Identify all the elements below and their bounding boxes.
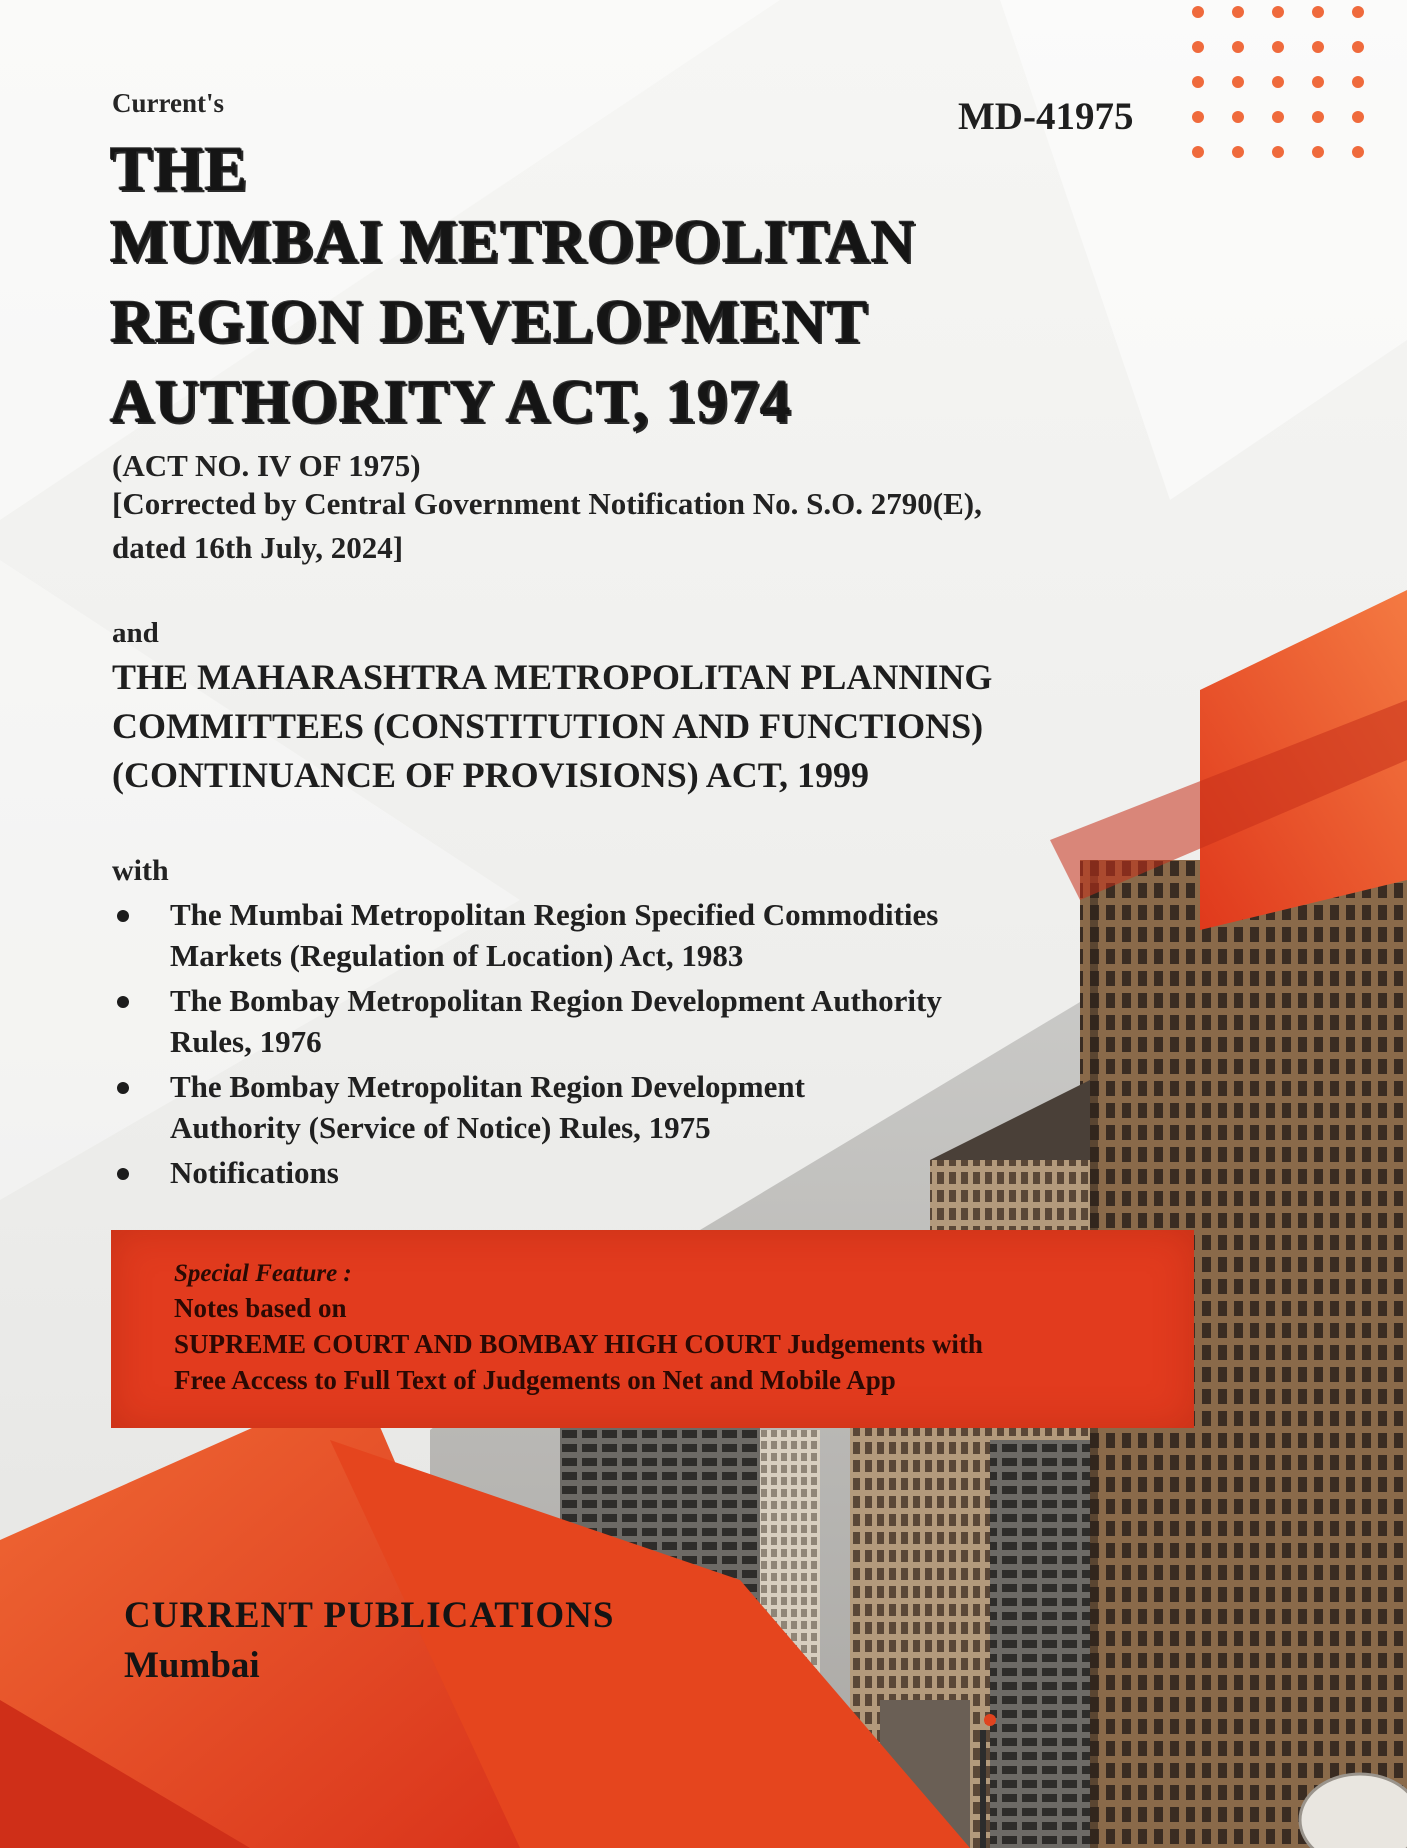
special-feature-heading: Special Feature :	[174, 1260, 352, 1287]
correction-note-line-2: dated 16th July, 2024]	[112, 530, 404, 565]
title-line-2: MUMBAI METROPOLITAN	[110, 209, 916, 276]
light-panel-shape	[1000, 0, 1407, 500]
second-act-line-3: (CONTINUANCE OF PROVISIONS) ACT, 1999	[112, 755, 870, 795]
publisher-city: Mumbai	[124, 1645, 260, 1686]
publisher-name: CURRENT PUBLICATIONS	[124, 1595, 615, 1636]
second-act-line-1: THE MAHARASHTRA METROPOLITAN PLANNING	[112, 657, 993, 697]
with-label: with	[112, 854, 169, 887]
publisher-prefix: Current's	[112, 88, 224, 118]
included-items-list	[112, 894, 1112, 1197]
list-item	[112, 1066, 1112, 1148]
special-feature-line-3: Free Access to Full Text of Judgements on Net and Mobile App	[174, 1365, 896, 1395]
list-item	[112, 1152, 1112, 1193]
correction-note-line-1: [Corrected by Central Government Notification No. S.O. 2790(E),	[112, 486, 982, 521]
list-item-text: The Bombay Metropolitan Region Development Authority Rules, 1976	[170, 983, 942, 1059]
act-number: (ACT NO. IV OF 1975)	[112, 448, 421, 483]
list-item	[112, 980, 1112, 1062]
special-feature-box	[111, 1230, 1194, 1428]
title-line-1: THE	[110, 133, 249, 204]
bullet-icon	[117, 996, 129, 1008]
bullet-icon	[117, 1168, 129, 1180]
catalog-code: MD-41975	[958, 95, 1134, 138]
list-item	[112, 894, 1112, 976]
list-item-text: The Bombay Metropolitan Region Development Authority (Service of Notice) Rules, 1975	[170, 1069, 805, 1145]
second-act-line-2: COMMITTEES (CONSTITUTION AND FUNCTIONS)	[112, 706, 984, 746]
list-item-text: The Mumbai Metropolitan Region Specified Commodities Markets (Regulation of Location) Act, 1983	[170, 897, 939, 973]
list-item-text: Notifications	[170, 1155, 339, 1190]
title-line-3: REGION DEVELOPMENT	[110, 289, 869, 356]
bullet-icon	[117, 1082, 129, 1094]
special-feature-line-1: Notes based on	[174, 1293, 347, 1323]
bullet-icon	[117, 910, 129, 922]
title-line-4: AUTHORITY ACT, 1974	[110, 369, 792, 436]
and-label: and	[112, 617, 159, 649]
special-feature-line-2: SUPREME COURT AND BOMBAY HIGH COURT Judgements with	[174, 1329, 983, 1359]
